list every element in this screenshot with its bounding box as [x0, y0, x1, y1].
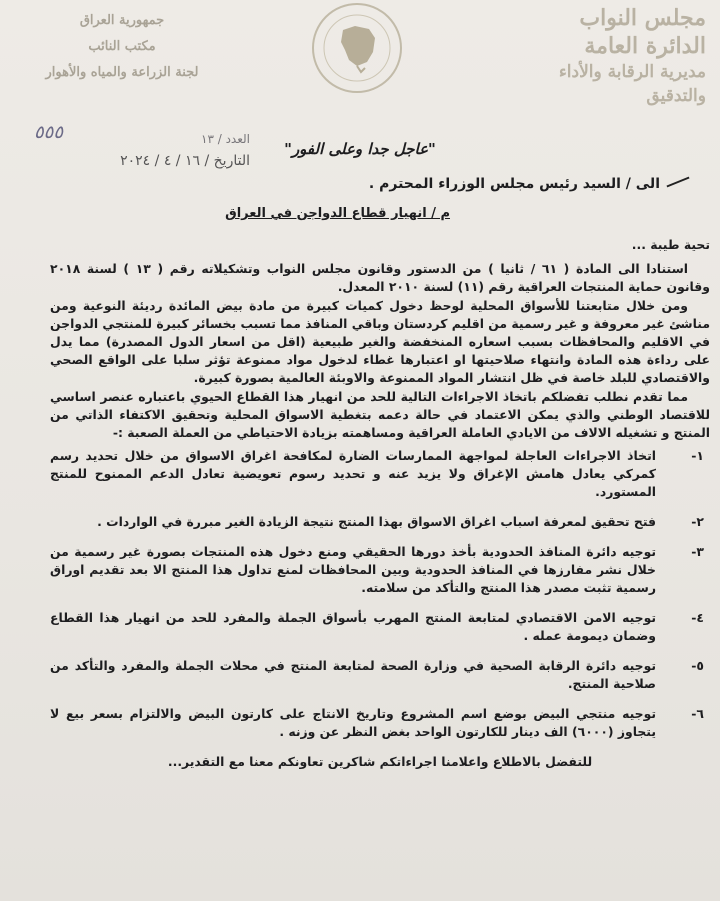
- list-item: [50, 609, 710, 645]
- list-item: [50, 447, 710, 501]
- item-number: ٥-: [691, 658, 704, 673]
- letterhead-left: [22, 8, 222, 86]
- letterhead-line: مديرية الرقابة والأداء والتدقيق: [558, 62, 706, 106]
- letterhead-line: مكتب النائب: [88, 39, 156, 54]
- item-number: ٦-: [691, 706, 704, 721]
- item-number: ٢-: [691, 514, 704, 529]
- handwritten-number: ٥٥٥: [34, 122, 64, 143]
- item-text: اتخاذ الاجراءات العاجلة لمواجهة الممارسات الضارة لمكافحة اغراق الاسواق من خلال تحديد رسم كمركي يعادل هامش الإغراق ولا يزيد عنه و تحديد رسوم تعويضية تعادل الدعم الممنوح للمنتج المستورد.: [50, 448, 656, 499]
- emblem-seal-icon: [309, 0, 405, 96]
- list-item: [50, 543, 710, 597]
- item-text: توجيه دائرة الرقابة الصحية في وزارة الصحة لمتابعة المنتج في محلات الجملة والمفرد والتأكد من صلاحية المنتج.: [50, 658, 656, 691]
- list-item: [50, 657, 710, 693]
- item-text: توجيه منتجي البيض بوضع اسم المشروع وتاريخ الانتاج على كارتون البيض والالتزام بسعر بيع لا يتجاوز (٦٠٠٠) الف دينار للكارتون الواحد بغض النظر عن وزنه .: [50, 706, 656, 739]
- pen-stroke: [666, 177, 689, 188]
- item-text: فتح تحقيق لمعرفة اسباب اغراق الاسواق بهذا المنتج نتيجة الزيادة الغير مبررة في الواردات .: [97, 514, 656, 529]
- closing-line: للتفضل بالاطلاع واعلامنا اجراءاتكم شاكرين تعاونكم معنا مع التقدير...: [167, 754, 593, 769]
- letterhead-line: جمهورية العراق: [79, 13, 165, 28]
- reference-date: التاريخ / ١٦ / ٤ / ٢٠٢٤: [120, 153, 250, 169]
- letterhead-right: [496, 4, 706, 108]
- request-list: [50, 447, 710, 741]
- urgent-note: "عاجل جدا وعلى الفور": [284, 140, 436, 158]
- item-number: ١-: [691, 448, 704, 463]
- letterhead-line: لجنة الزراعة والمياه والأهوار: [45, 65, 199, 80]
- addressee: الى / السيد رئيس مجلس الوزراء المحترم .: [368, 176, 660, 192]
- item-text: توجيه دائرة المنافذ الحدودية بأخذ دورها الحقيقي ومنع دخول هذه المنتجات بصورة غير رسمية من خلال نشر مفارزها في المنافذ الحدودية وبين المحافظات لمنع تداول هذا المنتج الا بعد تقديم اوراق رسمية تثبت مصدر هذا المنتج والتأكد من سلامته.: [50, 544, 656, 595]
- paragraph: ومن خلال متابعتنا للأسواق المحلية لوحظ دخول كميات كبيرة من مادة بيض المائدة رديئة النوعية ومن مناشئ غير معروفة و غير رسمية من اقليم كردستان وباقي المنافذ مما تسبب بخسائر كبيرة للمنتجي الدواجن في الاقليم والمحافظات بسبب اسعاره المنخفضة والغير طبيعية (اقل من اسعار الدول المصدرة) مما يدل على رداءة هذه المادة وانتهاء صلاحيتها او اعتبارها غطاء لدخول مواد ممنوعة تؤثر سلبا على الواقع الصحي والاقتصادي للبلد خاصة في ظل انتشار المواد الممنوعة والاوبئة العالمية بصورة كبيرة.: [50, 298, 710, 385]
- paragraph: مما تقدم نطلب تفضلكم باتخاذ الاجراءات التالية للحد من انهيار هذا القطاع الحيوي باعتباره عنصر اساسي للاقتصاد الوطني والذي يمكن الاعتماد في حالة دعمه بتغطية الاسواق المحلية وتحقيق الاكتفاء الذاتي من المنتج و تشغيله الالاف من الايادي العاملة العراقية ومساهمته بزيادة الاحتياطي من العملة الصعبة :-: [50, 389, 710, 440]
- item-number: ٣-: [691, 544, 704, 559]
- letter-body: [50, 236, 710, 771]
- subject-line: م / انهيار قطاع الدواجن في العراق: [225, 206, 450, 221]
- letterhead-line: الدائرة العامة: [584, 33, 706, 59]
- list-item: [50, 513, 710, 531]
- item-number: ٤-: [691, 610, 704, 625]
- item-text: توجيه الامن الاقتصادي لمتابعة المنتج المهرب بأسواق الجملة والمفرد للحد من انهيار هذا القطاع وضمان ديمومة عمله .: [50, 610, 656, 643]
- greeting: تحية طيبة ...: [631, 237, 710, 252]
- letterhead-line: مجلس النواب: [579, 5, 706, 31]
- reference-block: [50, 128, 250, 172]
- paragraph: استنادا الى المادة ( ٦١ / ثانيا ) من الدستور وقانون مجلس النواب وتشكيلاته رقم ( ١٣ ) لسنة ٢٠١٨ وقانون حماية المنتجات العراقية رقم (١١) لسنة ٢٠١٠ المعدل.: [50, 261, 710, 294]
- reference-number: العدد / ١٣: [201, 132, 250, 146]
- list-item: [50, 705, 710, 741]
